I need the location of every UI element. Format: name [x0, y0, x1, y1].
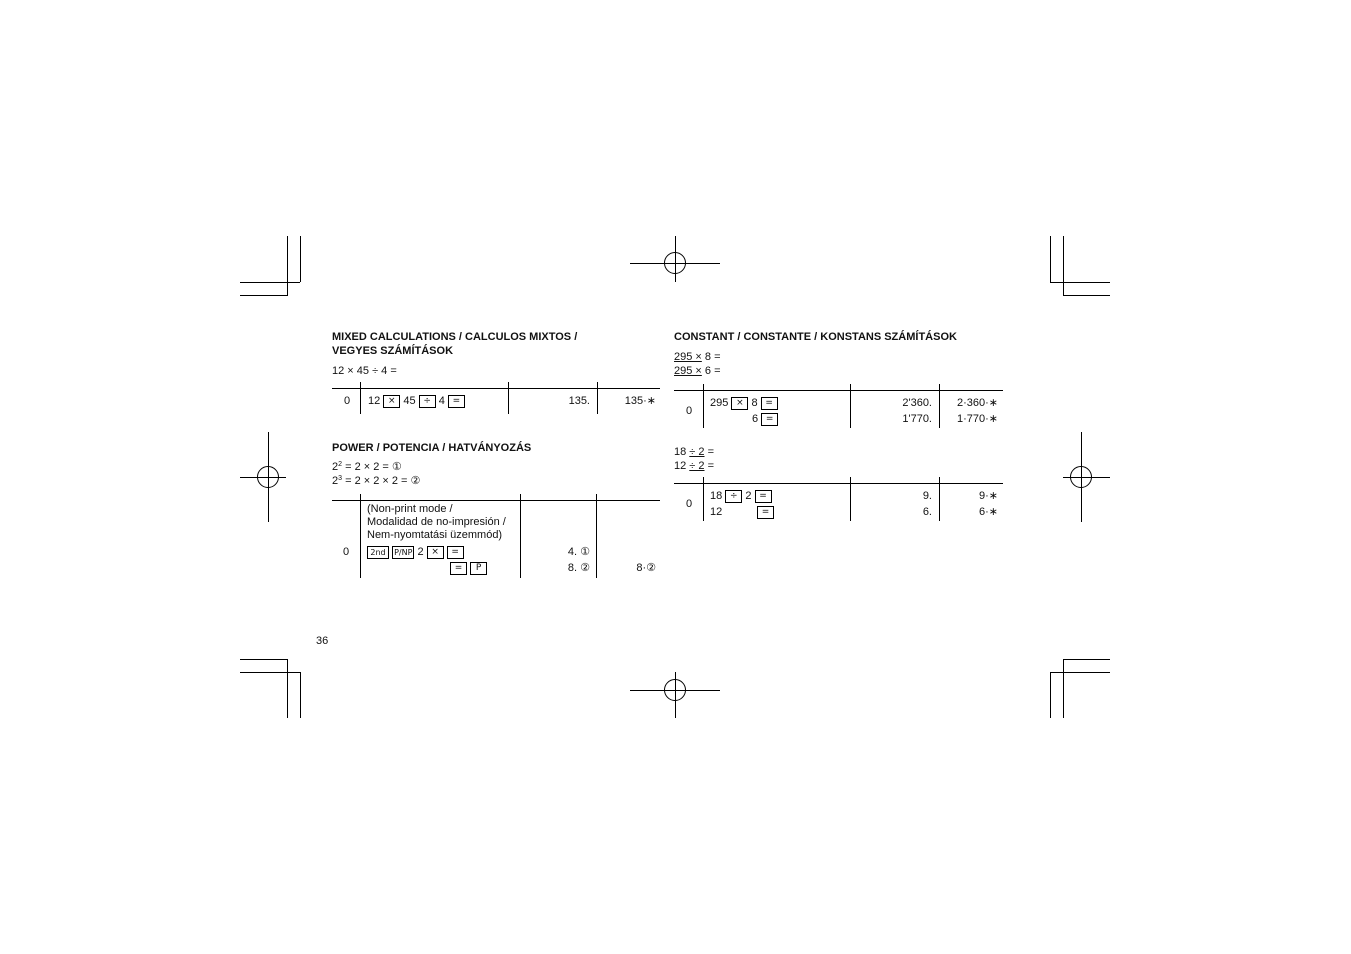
constant-rest: 8 = [701, 351, 721, 363]
table-rule [674, 390, 1003, 391]
divide-key-icon: ÷ [419, 395, 436, 408]
print-key-icon: P [470, 562, 487, 575]
table-divider [360, 494, 361, 578]
table-cell-mode: 0 [343, 546, 350, 558]
equals-key-icon: = [757, 506, 774, 519]
constant-rest: = [704, 460, 714, 472]
mixed-section-title [332, 330, 577, 358]
print-value: 6·∗ [979, 506, 998, 518]
constant-section-title: CONSTANT / CONSTANTE / KONSTANS SZÁMÍTÁSOK [674, 331, 957, 343]
print-mode-note [367, 503, 506, 542]
key-sequence [710, 489, 772, 503]
equals-key-icon: = [755, 490, 772, 503]
constant-operand: ÷ 2 [689, 446, 705, 458]
mixed-title-line1: MIXED CALCULATIONS / CALCULOS MIXTOS / [332, 331, 578, 343]
crop-mark-line [287, 659, 288, 718]
table-cell-mode: 0 [686, 405, 693, 417]
display-value: 8. ② [567, 562, 590, 574]
equals-key-icon: = [447, 546, 464, 559]
entry-number: 295 [710, 397, 729, 409]
times-key-icon: × [383, 395, 400, 408]
crop-mark-line [1063, 659, 1110, 660]
display-value: 4. ① [567, 546, 590, 558]
mixed-expression: 12 × 45 ÷ 4 = [332, 365, 397, 377]
entry-number: 8 [751, 397, 758, 409]
print-value: 2·360·∗ [956, 397, 998, 409]
divide-key-icon: ÷ [725, 490, 742, 503]
key-sequence [367, 545, 464, 559]
crop-mark-line [1063, 659, 1064, 718]
power-base: 2 [332, 461, 339, 473]
power-base: 2 [332, 475, 339, 487]
crop-mark-line [1063, 236, 1064, 296]
crop-mark-line [240, 659, 287, 660]
constant-operand: 295 × [674, 351, 702, 363]
registration-mark-circle [664, 679, 686, 701]
display-value: 2'360. [902, 397, 932, 409]
registration-mark-circle [1070, 466, 1092, 488]
entry-number: 2 [417, 546, 424, 558]
constant-expression-2 [674, 364, 721, 378]
crop-mark-line [1050, 672, 1110, 673]
constant-operand: 295 × [674, 365, 702, 377]
equals-key-icon: = [450, 562, 467, 575]
entry-number: 12 [368, 395, 381, 407]
entry-number: 18 [710, 490, 723, 502]
display-value: 9. [922, 490, 932, 502]
display-value: 1'770. [902, 413, 932, 425]
crop-mark-line [1050, 672, 1051, 718]
constant-operand: ÷ 2 [689, 460, 705, 472]
mixed-title-line2: VEGYES SZÁMÍTÁSOK [332, 345, 454, 357]
power-result: = 2 × 2 × 2 = ② [345, 475, 421, 487]
power-exponent: 2 [338, 461, 343, 468]
table-divider [703, 477, 704, 521]
power-result: = 2 × 2 = ① [345, 461, 402, 473]
display-value: 135. [568, 395, 590, 407]
crop-mark-line [1050, 236, 1051, 282]
table-rule [332, 388, 660, 389]
constant-expression-1 [674, 350, 721, 364]
table-divider [597, 382, 598, 414]
key-sequence [450, 561, 487, 575]
constant-expression-4 [674, 459, 714, 473]
crop-mark-line [240, 295, 287, 296]
entry-number: 4 [438, 395, 445, 407]
print-value: 9·∗ [979, 490, 998, 502]
crop-mark-line [240, 282, 300, 283]
table-divider [850, 384, 851, 428]
table-cell-mode: 0 [686, 498, 693, 510]
table-rule [674, 483, 1003, 484]
crop-mark-line [300, 672, 301, 718]
equals-key-icon: = [761, 397, 778, 410]
pnp-key-icon: P/NP [394, 547, 413, 557]
times-key-icon: × [427, 546, 444, 559]
power-section-title: POWER / POTENCIA / HATVÁNYOZÁS [332, 442, 532, 454]
entry-number: 45 [403, 395, 416, 407]
mode-note-line: (Non-print mode / [367, 503, 453, 515]
mode-note-line: Nem-nyomtatási üzemmód) [367, 529, 503, 541]
crop-mark-line [1063, 295, 1110, 296]
table-divider [596, 494, 597, 578]
page-number: 36 [316, 635, 329, 647]
entry-number: 12 [710, 506, 723, 518]
times-key-icon: × [731, 397, 748, 410]
constant-rest: 12 [674, 460, 690, 472]
table-cell-mode: 0 [344, 395, 351, 407]
table-divider [508, 382, 509, 414]
table-divider [850, 477, 851, 521]
entry-number: 6 [752, 413, 759, 425]
table-divider [703, 384, 704, 428]
crop-mark-line [287, 236, 288, 296]
entry-number: 2 [745, 490, 752, 502]
equals-key-icon: = [761, 413, 778, 426]
second-key-icon: 2nd [367, 546, 389, 559]
constant-expression-3 [674, 445, 714, 459]
print-value: 8·② [636, 562, 656, 574]
key-sequence [757, 505, 774, 519]
table-divider [360, 382, 361, 414]
power-expression-2 [332, 474, 420, 488]
constant-rest: 6 = [701, 365, 721, 377]
table-divider [939, 384, 940, 428]
key-sequence [752, 412, 778, 426]
power-expression-1 [332, 460, 402, 474]
crop-mark-line [1050, 282, 1110, 283]
crop-mark-line [240, 672, 300, 673]
registration-mark-circle [257, 466, 279, 488]
key-sequence [710, 396, 778, 410]
crop-mark-line [300, 236, 301, 282]
table-rule [332, 500, 660, 501]
print-value: 1·770·∗ [956, 413, 998, 425]
equals-key-icon: = [448, 395, 465, 408]
print-value: 135·∗ [624, 395, 656, 407]
mode-note-line: Modalidad de no-impresión / [367, 516, 506, 528]
registration-mark-circle [664, 252, 686, 274]
display-value: 6. [922, 506, 932, 518]
constant-rest: 18 [674, 446, 690, 458]
table-divider [939, 477, 940, 521]
constant-rest: = [704, 446, 714, 458]
power-exponent: 3 [338, 475, 343, 482]
key-sequence [368, 394, 465, 408]
